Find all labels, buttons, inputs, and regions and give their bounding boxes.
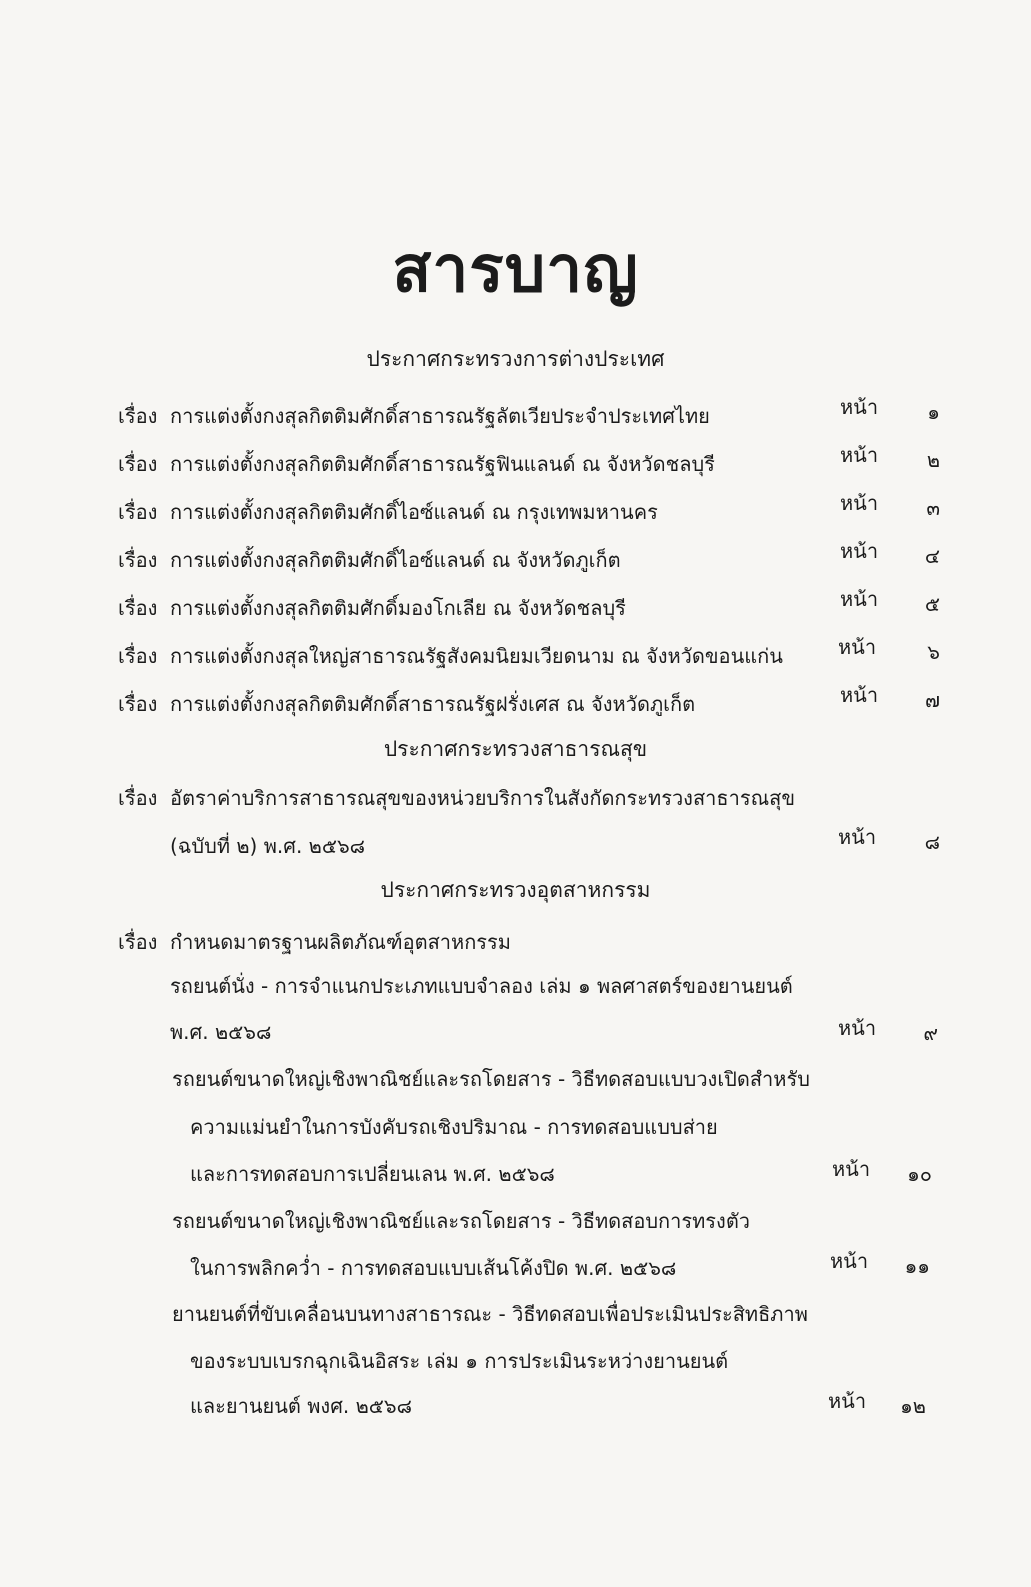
page-word: หน้า [840,587,879,611]
entry-title-continued: ความแม่นยำในการบังคับรถเชิงปริมาณ - การทดสอบแบบส่าย [190,1115,718,1139]
story-label: เรื่อง [118,500,158,524]
story-label: เรื่อง [118,930,158,954]
page-word: หน้า [840,539,879,563]
page-number: ๘ [924,830,940,854]
page-number: ๖ [927,640,940,664]
page-number: ๙ [923,1021,938,1045]
entry-title: การแต่งตั้งกงสุลกิตติมศักดิ์ไอซ์แลนด์ ณ จังหวัดภูเก็ต [170,548,621,572]
page-number: ๔ [924,544,940,568]
page-word: หน้า [830,1249,869,1273]
entry-title: การแต่งตั้งกงสุลกิตติมศักดิ์สาธารณรัฐฟินแลนด์ ณ จังหวัดชลบุรี [170,452,715,476]
page-number: ๗ [924,688,940,712]
story-label: เรื่อง [118,452,158,476]
entry-title-continued: และการทดสอบการเปลี่ยนเลน พ.ศ. ๒๕๖๘ [190,1162,555,1186]
page-number: ๕ [924,592,940,616]
story-label: เรื่อง [118,692,158,716]
page-number: ๒ [926,448,940,472]
section-heading-foreign-affairs: ประกาศกระทรวงการต่างประเทศ [366,347,665,371]
page-number: ๑๒ [900,1394,926,1418]
page-word: หน้า [832,1157,871,1181]
entry-title-continued: พ.ศ. ๒๕๖๘ [170,1020,272,1044]
story-label: เรื่อง [118,548,158,572]
entry-title: รถยนต์ขนาดใหญ่เชิงพาณิชย์และรถโดยสาร - วิธีทดสอบแบบวงเปิดสำหรับ [172,1067,810,1091]
entry-title-continued: ของระบบเบรกฉุกเฉินอิสระ เล่ม ๑ การประเมินระหว่างยานยนต์ [190,1349,729,1373]
entry-title: ยานยนต์ที่ขับเคลื่อนบนทางสาธารณะ - วิธีทดสอบเพื่อประเมินประสิทธิภาพ [172,1302,808,1326]
page-word: หน้า [840,683,879,707]
page-word: หน้า [840,443,879,467]
entry-title: การแต่งตั้งกงสุลกิตติมศักดิ์สาธารณรัฐลัตเวียประจำประเทศไทย [170,404,710,428]
section-heading-public-health: ประกาศกระทรวงสาธารณสุข [383,737,648,761]
story-label: เรื่อง [118,404,158,428]
entry-title: อัตราค่าบริการสาธารณสุขของหน่วยบริการในสังกัดกระทรวงสาธารณสุข [170,786,795,810]
page-word: หน้า [838,1016,877,1040]
entry-title: รถยนต์นั่ง - การจำแนกประเภทแบบจำลอง เล่ม ๑ พลศาสตร์ของยานยนต์ [170,974,793,998]
page-word: หน้า [838,635,877,659]
entry-title: การแต่งตั้งกงสุลกิตติมศักดิ์สาธารณรัฐฝรั่งเศส ณ จังหวัดภูเก็ต [170,692,696,716]
page-word: หน้า [840,491,879,515]
page-word: หน้า [840,395,879,419]
page-number: ๑ [927,400,940,424]
entry-title: การแต่งตั้งกงสุลกิตติมศักดิ์มองโกเลีย ณ จังหวัดชลบุรี [170,596,626,620]
story-label: เรื่อง [118,786,158,810]
page-word: หน้า [838,825,877,849]
page-title: สารบาญ [392,233,639,307]
page-number: ๑๐ [907,1162,932,1186]
story-title: กำหนดมาตรฐานผลิตภัณฑ์อุตสาหกรรม [170,930,511,954]
page-word: หน้า [828,1389,867,1413]
story-label: เรื่อง [118,644,158,668]
section-heading-industry: ประกาศกระทรวงอุตสาหกรรม [380,878,651,902]
page-number: ๓ [926,496,940,520]
page-number: ๑๑ [904,1254,930,1278]
entry-title: การแต่งตั้งกงสุลใหญ่สาธารณรัฐสังคมนิยมเวียดนาม ณ จังหวัดขอนแก่น [170,644,783,668]
story-label: เรื่อง [118,596,158,620]
entry-title: การแต่งตั้งกงสุลกิตติมศักดิ์ไอซ์แลนด์ ณ กรุงเทพมหานคร [170,500,658,524]
entry-title-continued: ในการพลิกคว่ำ - การทดสอบแบบเส้นโค้งปิด พ.ศ. ๒๕๖๘ [190,1256,677,1280]
entry-title-continued: (ฉบับที่ ๒) พ.ศ. ๒๕๖๘ [170,834,366,858]
entry-title: รถยนต์ขนาดใหญ่เชิงพาณิชย์และรถโดยสาร - วิธีทดสอบการทรงตัว [172,1209,751,1233]
entry-title-continued: และยานยนต์ พงศ. ๒๕๖๘ [190,1394,413,1418]
